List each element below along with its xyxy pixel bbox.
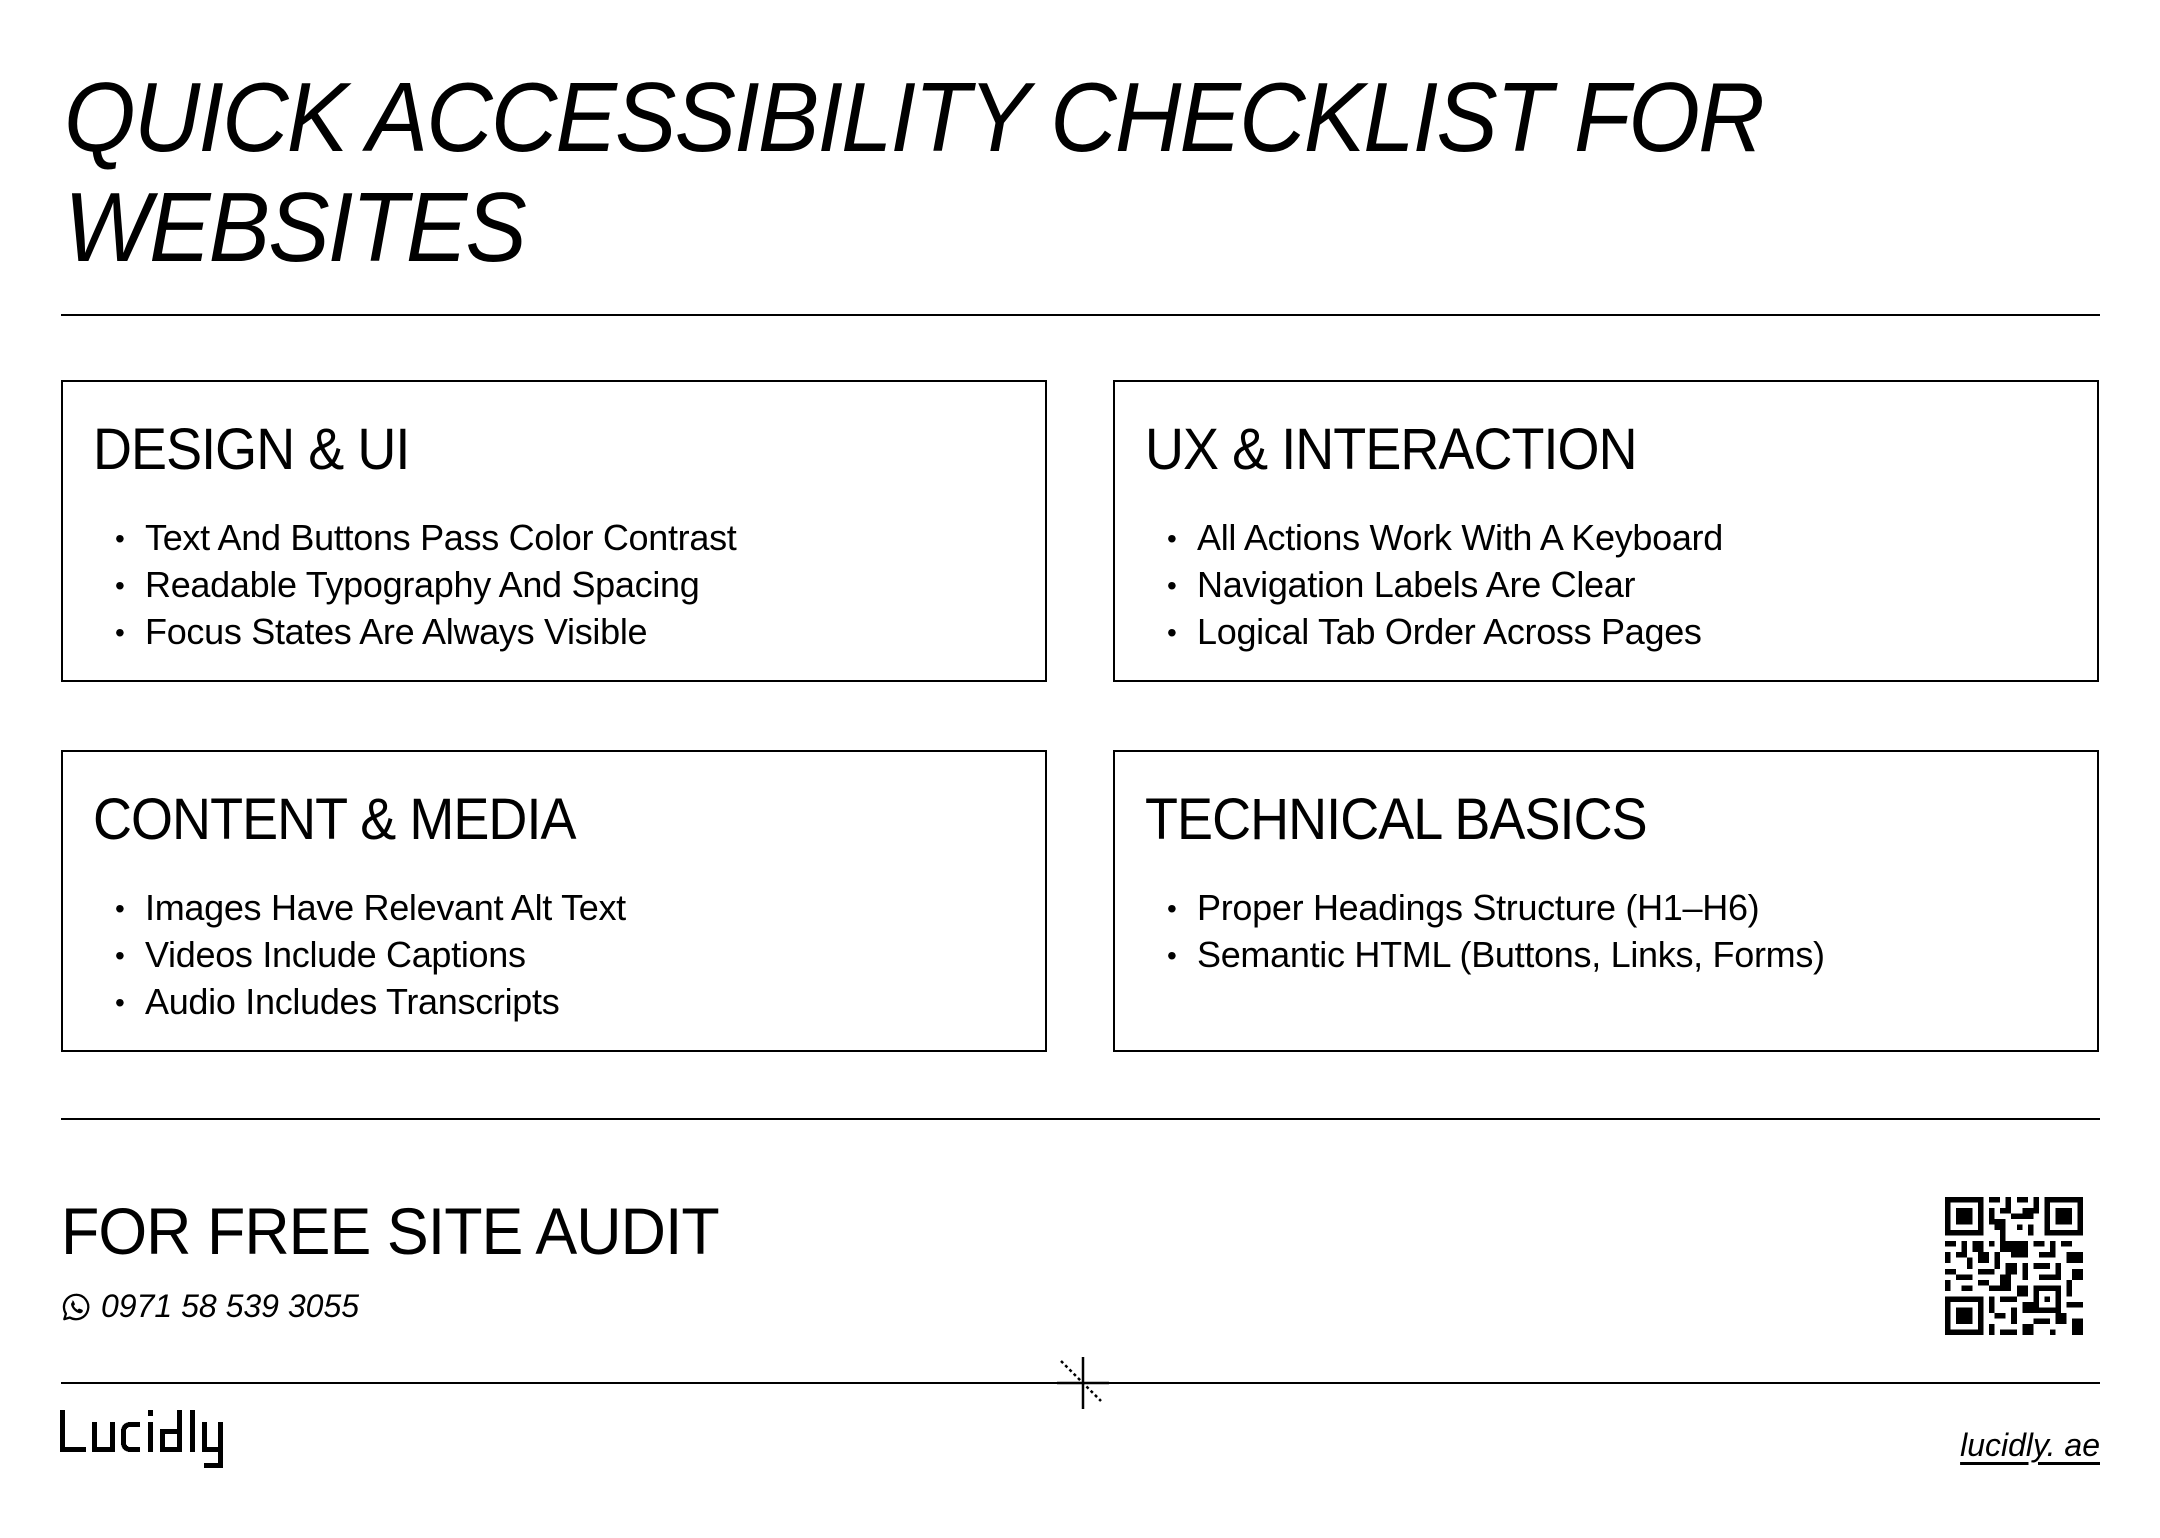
card-content-media — [61, 750, 1047, 1052]
bullet-icon: • — [115, 893, 125, 924]
checklist-item — [115, 885, 626, 932]
checklist-item — [1167, 885, 1825, 932]
card-design-ui — [61, 380, 1047, 682]
bullet-icon: • — [1167, 617, 1177, 648]
checklist-item-label: Proper Headings Structure (H1–H6) — [1197, 887, 1760, 928]
sparkle-cross-icon — [1055, 1355, 1111, 1411]
checklist-item — [1167, 562, 1723, 609]
website-link[interactable]: lucidly. ae — [1960, 1427, 2100, 1463]
checklist-item — [115, 932, 626, 979]
bullet-icon: • — [1167, 893, 1177, 924]
qr-code[interactable] — [1945, 1197, 2083, 1335]
page-title: QUICK ACCESSIBILITY CHECKLIST FOR WEBSITES — [64, 62, 1763, 282]
checklist-item — [115, 515, 737, 562]
checklist-item-label: Semantic HTML (Buttons, Links, Forms) — [1197, 934, 1825, 975]
card-technical-basics — [1113, 750, 2099, 1052]
bullet-icon: • — [1167, 570, 1177, 601]
checklist-item — [115, 609, 737, 656]
checklist-item-label: Readable Typography And Spacing — [145, 564, 700, 605]
bullet-icon: • — [1167, 940, 1177, 971]
checklist-item-label: All Actions Work With A Keyboard — [1197, 517, 1723, 558]
checklist-item-label: Focus States Are Always Visible — [145, 611, 648, 652]
checklist-item — [1167, 932, 1825, 979]
card-heading: DESIGN & UI — [93, 417, 410, 482]
bullet-icon: • — [115, 987, 125, 1018]
checklist-item-label: Videos Include Captions — [145, 934, 526, 975]
checklist — [1167, 515, 1723, 656]
card-ux-interaction — [1113, 380, 2099, 682]
checklist-item-label: Navigation Labels Are Clear — [1197, 564, 1636, 605]
whatsapp-icon — [61, 1292, 91, 1322]
card-heading: CONTENT & MEDIA — [93, 787, 576, 852]
bullet-icon: • — [115, 617, 125, 648]
checklist-item — [1167, 515, 1723, 562]
checklist-item-label: Logical Tab Order Across Pages — [1197, 611, 1702, 652]
checklist-item — [115, 979, 626, 1026]
checklist-item-label: Text And Buttons Pass Color Contrast — [145, 517, 737, 558]
phone-contact[interactable] — [61, 1288, 359, 1325]
checklist — [115, 885, 626, 1026]
checklist — [1167, 885, 1825, 979]
checklist-item — [115, 562, 737, 609]
bullet-icon: • — [115, 570, 125, 601]
cta-heading: FOR FREE SITE AUDIT — [61, 1194, 719, 1268]
bullet-icon: • — [115, 523, 125, 554]
checklist-item-label: Images Have Relevant Alt Text — [145, 887, 626, 928]
brand-logo — [60, 1410, 236, 1470]
checklist — [115, 515, 737, 656]
bullet-icon: • — [1167, 523, 1177, 554]
phone-number: 0971 58 539 3055 — [101, 1288, 360, 1324]
checklist-item — [1167, 609, 1723, 656]
card-heading: UX & INTERACTION — [1145, 417, 1637, 482]
top-divider — [61, 314, 2100, 316]
bullet-icon: • — [115, 940, 125, 971]
card-heading: TECHNICAL BASICS — [1145, 787, 1647, 852]
middle-divider — [61, 1118, 2100, 1120]
checklist-item-label: Audio Includes Transcripts — [145, 981, 560, 1022]
